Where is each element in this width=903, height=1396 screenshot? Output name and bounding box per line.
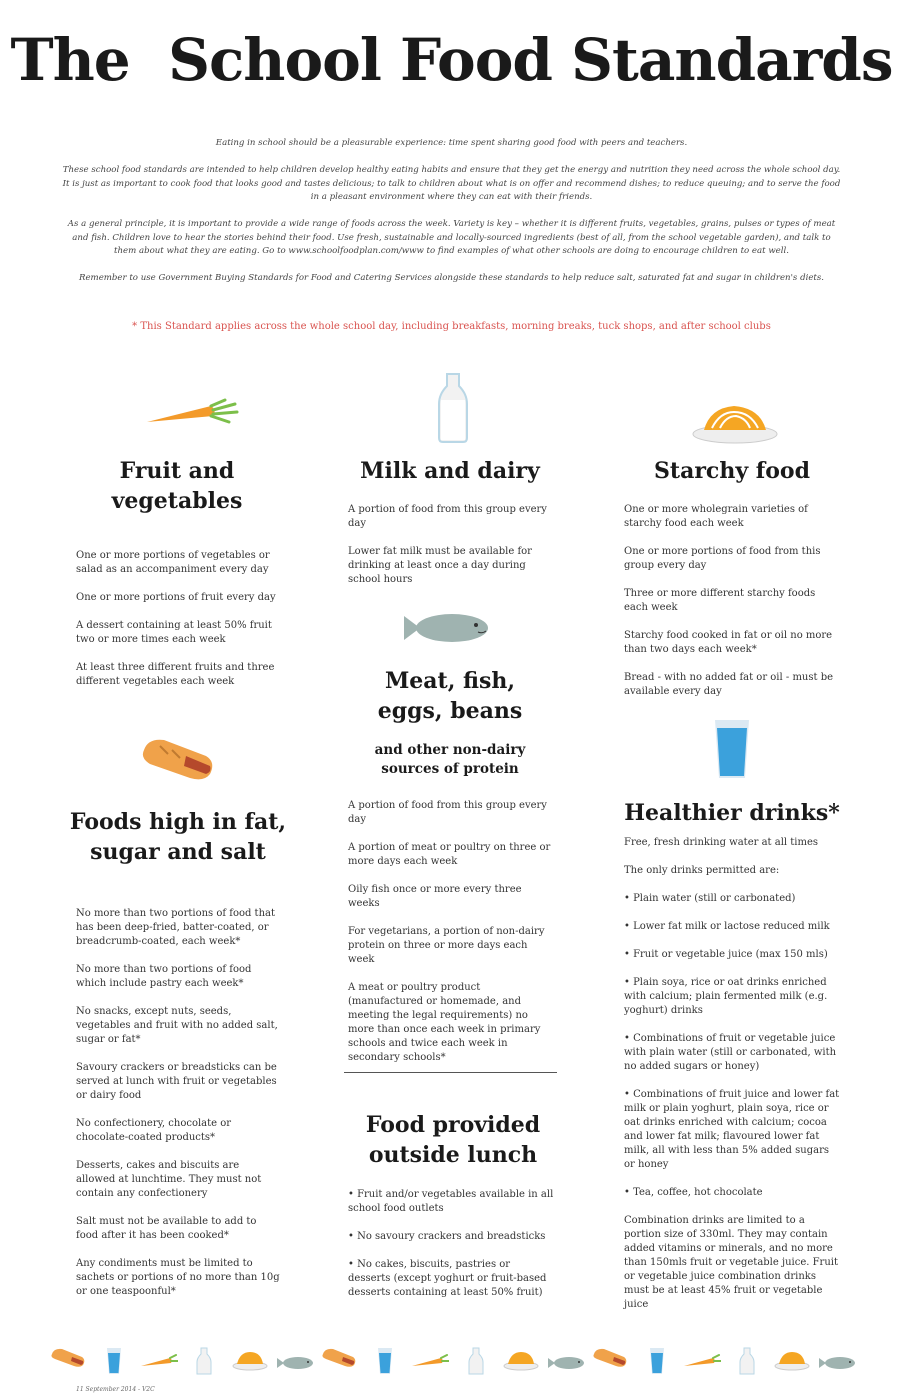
list-item: One or more wholegrain varieties of starchy food each week	[624, 504, 808, 529]
pastry-icon	[140, 736, 216, 782]
pasta-plate-icon	[690, 402, 780, 444]
section-heading-meat-fish: Meat, fish, eggs, beans	[377, 668, 523, 724]
carrot-icon	[683, 1346, 721, 1376]
list-item: • Plain soya, rice or oat drinks enriched with calcium; plain fermented milk (e.g. yoghurt) drinks	[624, 977, 828, 1016]
footer-icon-strip	[46, 1344, 860, 1378]
carrot-icon	[145, 398, 241, 428]
list-item: No more than two portions of food that has been deep-fried, batter-coated, or breadcrumb-coated, each week*	[76, 908, 275, 947]
starchy-food-list	[624, 503, 838, 713]
list-item: One or more portions of fruit every day	[76, 592, 276, 603]
list-item: A portion of food from this group every day	[348, 800, 547, 825]
list-item: At least three different fruits and three different vegetables each week	[76, 662, 275, 687]
pasta-plate-icon	[502, 1346, 540, 1376]
footer-date: 11 September 2014 - V2C	[76, 1386, 155, 1393]
list-item: Salt must not be available to add to food after it has been cooked*	[76, 1216, 257, 1241]
list-item: No confectionery, chocolate or chocolate-coated products*	[76, 1118, 232, 1143]
standard-note: * This Standard applies across the whole school day, including breakfasts, morning breaks, tuck shops, and after school clubs	[132, 321, 771, 332]
list-item: • Fruit and/or vegetables available in all school food outlets	[348, 1189, 554, 1214]
list-item: • No savoury crackers and breadsticks	[348, 1231, 546, 1242]
meat-fish-list	[348, 799, 554, 1079]
list-item: • Fruit or vegetable juice (max 150 mls)	[624, 949, 828, 960]
pasta-plate-icon	[773, 1346, 811, 1376]
intro-paragraph: As a general principle, it is important to provide a wide range of foods across the week. Variety is key – whether it is different fruits, vegetables, grains, pulses or types of meat and fish. Children love to hear the stories behind their food. Use fresh, sustainable and locally-sourced ingredients (best of all, from the school vegetable garden), and talk to them about what they are eating. Go to www.schoolfoodplan.com/www to find examples of what other schools are doing to encourage children to eat well.	[67, 219, 836, 257]
outside-lunch-list	[348, 1188, 554, 1314]
milk-bottle-icon	[728, 1346, 766, 1376]
list-item: Three or more different starchy foods each week	[624, 588, 816, 613]
water-glass-icon	[95, 1346, 133, 1376]
section-heading-high-fat: Foods high in fat, sugar and salt	[69, 809, 287, 865]
intro-paragraph: Remember to use Government Buying Standards for Food and Catering Services alongside these standards to help reduce salt, saturated fat and sugar in children's diets.	[78, 273, 825, 283]
pastry-icon	[50, 1346, 88, 1376]
pastry-icon	[321, 1346, 359, 1376]
list-item: Desserts, cakes and biscuits are allowed at lunchtime. They must not contain any confectionery	[76, 1160, 262, 1199]
list-item: Savoury crackers or breadsticks can be served at lunch with fruit or vegetables or dairy food	[76, 1062, 277, 1101]
fish-icon	[276, 1346, 314, 1376]
list-item: No snacks, except nuts, seeds, vegetables and fruit with no added salt, sugar or fat*	[76, 1006, 278, 1045]
milk-bottle-icon	[185, 1346, 223, 1376]
list-item: • Lower fat milk or lactose reduced milk	[624, 921, 830, 932]
list-item: A dessert containing at least 50% fruit two or more times each week	[76, 620, 272, 645]
list-item: • Plain water (still or carbonated)	[624, 893, 796, 904]
page-title: The School Food Standards	[10, 26, 893, 94]
list-item: • No cakes, biscuits, pastries or desserts (except yoghurt or fruit-based desserts containing at least 50% fruit)	[348, 1259, 547, 1298]
fish-icon	[547, 1346, 585, 1376]
section-divider	[344, 1072, 557, 1073]
list-item: One or more portions of food from this group every day	[624, 546, 821, 571]
water-glass-icon	[713, 718, 751, 780]
healthier-drinks-list	[624, 836, 842, 1326]
section-heading-milk-dairy: Milk and dairy	[360, 458, 540, 484]
list-item: One or more portions of vegetables or salad as an accompaniment every day	[76, 550, 270, 575]
list-item: A portion of meat or poultry on three or more days each week	[348, 842, 551, 867]
pasta-plate-icon	[231, 1346, 269, 1376]
section-heading-healthier-drinks: Healthier drinks*	[624, 800, 840, 826]
list-item: • Tea, coffee, hot chocolate	[624, 1187, 763, 1198]
fish-icon	[818, 1346, 856, 1376]
list-item: Bread - with no added fat or oil - must be available every day	[624, 672, 834, 697]
carrot-icon	[411, 1346, 449, 1376]
list-item: Free, fresh drinking water at all times	[624, 837, 819, 848]
intro-paragraph: Eating in school should be a pleasurable experience: time spent sharing good food with peers and teachers.	[215, 138, 688, 148]
list-item: A portion of food from this group every day	[348, 504, 547, 529]
list-item: • Combinations of fruit or vegetable juice with plain water (still or carbonated, with no added sugars or honey)	[624, 1033, 837, 1072]
list-item: Any condiments must be limited to sachets or portions of no more than 10g or one teaspoonful*	[76, 1258, 280, 1297]
milk-dairy-list	[348, 503, 554, 601]
section-heading-fruit-vegetables: Fruit and vegetables	[111, 458, 243, 514]
milk-bottle-icon	[437, 372, 469, 444]
list-item: A meat or poultry product (manufactured or homemade, and meeting the legal requirements) no more than once each week in primary schools and twice each week in secondary schools*	[348, 982, 541, 1063]
fish-icon	[402, 610, 490, 646]
list-item: No more than two portions of food which include pastry each week*	[76, 964, 252, 989]
list-item: • Combinations of fruit juice and lower fat milk or plain yoghurt, plain soya, rice or oat drinks enriched with calcium; cocoa and lower fat milk; flavoured lower fat milk, all with less than 5% added sugars or honey	[624, 1089, 840, 1170]
water-glass-icon	[366, 1346, 404, 1376]
water-glass-icon	[638, 1346, 676, 1376]
carrot-icon	[140, 1346, 178, 1376]
pastry-icon	[592, 1346, 630, 1376]
list-item: Combination drinks are limited to a portion size of 330ml. They may contain added vitamins or minerals, and no more than 150mls fruit or vegetable juice. Fruit or vegetable juice combination drinks must be at least 45% fruit or vegetable juice	[624, 1215, 838, 1310]
section-heading-starchy-food: Starchy food	[654, 458, 810, 484]
list-item: For vegetarians, a portion of non-dairy protein on three or more days each week	[348, 926, 545, 965]
section-subheading-protein: and other non-dairy sources of protein	[374, 742, 526, 777]
milk-bottle-icon	[457, 1346, 495, 1376]
list-item: Oily fish once or more every three weeks	[348, 884, 522, 909]
fruit-vegetables-list	[76, 549, 276, 703]
intro-paragraph: These school food standards are intended to help children develop healthy eating habits and ensure that they get the energy and nutrition they need across the whole school day. It is just as important to cook food that looks good and tastes delicious; to talk to children about what is on offer and recommend dishes; to reduce queuing; and to serve the food in a pleasant environment where they can eat with their friends.	[62, 165, 841, 203]
list-item: Lower fat milk must be available for drinking at least once a day during school hours	[348, 546, 532, 585]
high-fat-list	[76, 907, 280, 1313]
list-item: The only drinks permitted are:	[624, 865, 780, 876]
section-heading-outside-lunch: Food provided outside lunch	[365, 1112, 541, 1168]
list-item: Starchy food cooked in fat or oil no more than two days each week*	[624, 630, 833, 655]
